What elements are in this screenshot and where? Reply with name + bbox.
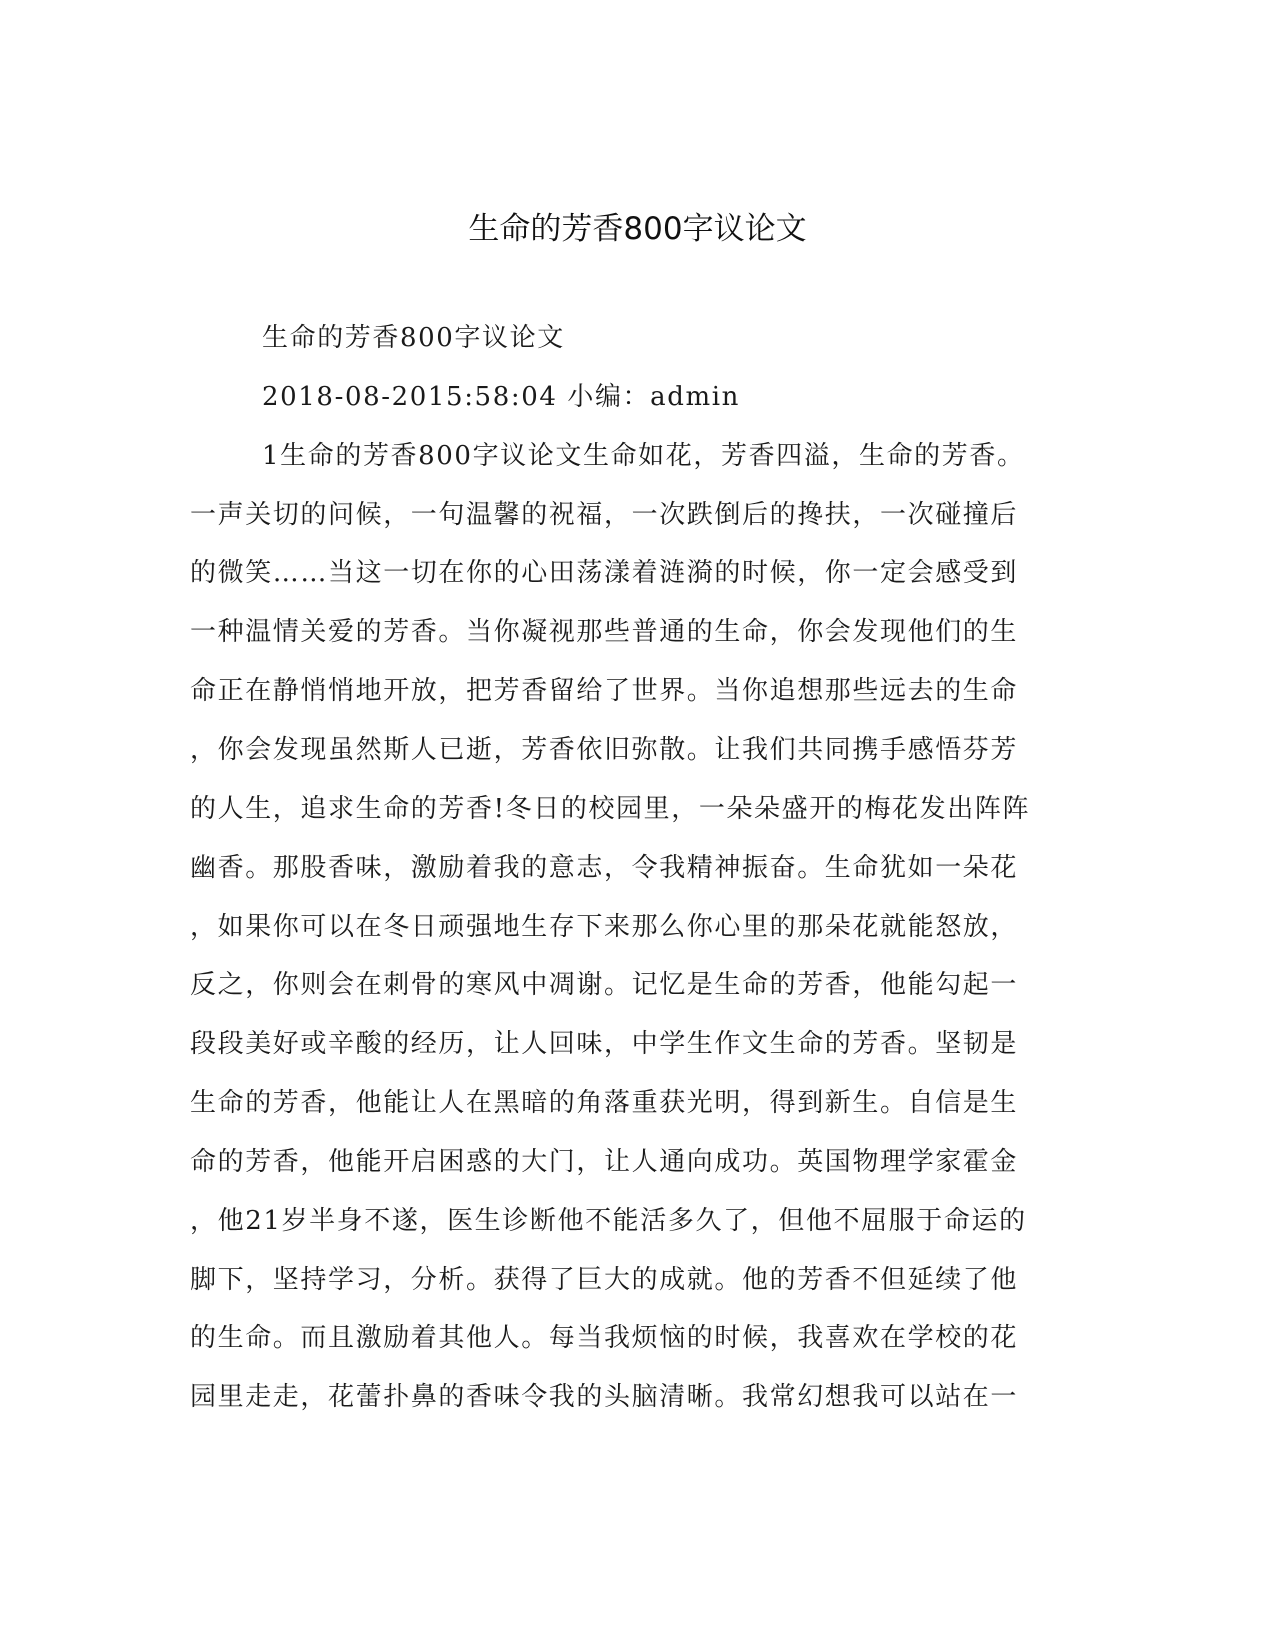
body-line: ，你会发现虽然斯人已逝，芳香依旧弥散。让我们共同携手感悟芬芳 xyxy=(190,735,1019,765)
body-line: 命的芳香，他能开启困惑的大门，让人通向成功。英国物理学家霍金 xyxy=(190,1147,1019,1177)
body-line: 一声关切的问候，一句温馨的祝福，一次跌倒后的搀扶，一次碰撞后 xyxy=(190,500,1019,530)
body-line: 段段美好或辛酸的经历，让人回味，中学生作文生命的芳香。坚韧是 xyxy=(190,1029,1019,1059)
body-line: 命正在静悄悄地开放，把芳香留给了世界。当你追想那些远去的生命 xyxy=(190,676,1019,706)
document-title: 生命的芳香800字议论文 xyxy=(468,211,807,247)
body-line: 1生命的芳香800字议论文生命如花，芳香四溢，生命的芳香。 xyxy=(262,441,1025,471)
body-line: 的生命。而且激励着其他人。每当我烦恼的时候，我喜欢在学校的花 xyxy=(190,1323,1019,1353)
body-line: 生命的芳香，他能让人在黑暗的角落重获光明，得到新生。自信是生 xyxy=(190,1088,1019,1118)
body-line: 的微笑……当这一切在你的心田荡漾着涟漪的时候，你一定会感受到 xyxy=(190,558,1019,588)
body-line: 幽香。那股香味，激励着我的意志，令我精神振奋。生命犹如一朵花 xyxy=(190,853,1019,883)
body-line: 脚下，坚持学习，分析。获得了巨大的成就。他的芳香不但延续了他 xyxy=(190,1265,1019,1295)
body-line: ，他21岁半身不遂，医生诊断他不能活多久了，但他不屈服于命运的 xyxy=(190,1206,1027,1236)
document-meta: 2018-08-2015:58:04 小编：admin xyxy=(262,382,741,412)
body-line: 反之，你则会在刺骨的寒风中凋谢。记忆是生命的芳香，他能勾起一 xyxy=(190,970,1019,1000)
body-line: 一种温情关爱的芳香。当你凝视那些普通的生命，你会发现他们的生 xyxy=(190,617,1019,647)
body-line: ，如果你可以在冬日顽强地生存下来那么你心里的那朵花就能怒放， xyxy=(190,912,1019,942)
document-subtitle: 生命的芳香800字议论文 xyxy=(262,323,565,353)
body-line: 园里走走，花蕾扑鼻的香味令我的头脑清晰。我常幻想我可以站在一 xyxy=(190,1382,1019,1412)
body-line: 的人生，追求生命的芳香!冬日的校园里，一朵朵盛开的梅花发出阵阵 xyxy=(190,794,1031,824)
